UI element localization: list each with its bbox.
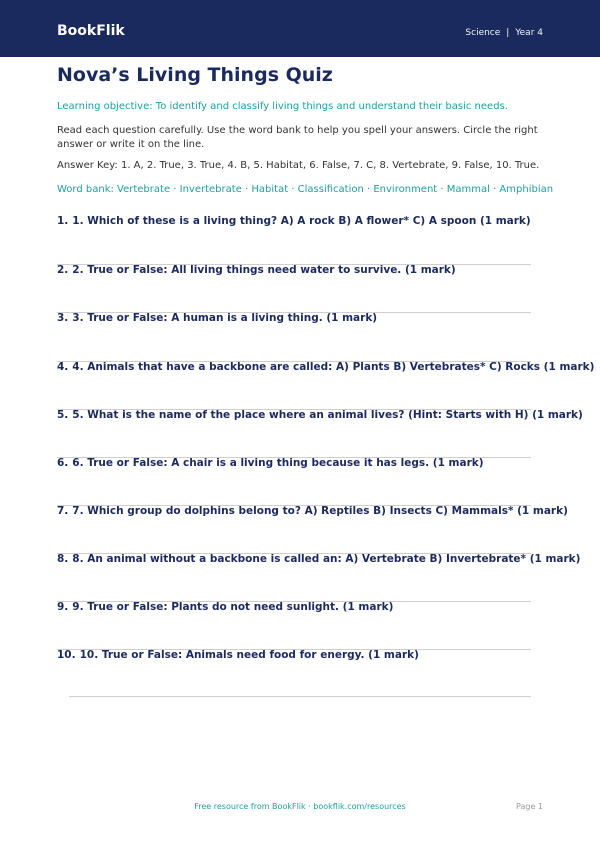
question-9 (57, 600, 393, 614)
question-text: 10. True or False: Animals need food for energy. (1 mark) (79, 649, 419, 661)
answer-line-10[interactable] (69, 696, 531, 697)
question-7 (57, 504, 568, 518)
question-4 (57, 360, 594, 374)
question-number: 8. (57, 553, 69, 565)
question-5 (57, 408, 583, 422)
instructions: Read each question carefully. Use the word bank to help you spell your answers. Circle the right answer or write it on the line. (57, 125, 538, 150)
question-text: 8. An animal without a backbone is called an: A) Vertebrate B) Invertebrate* (1 mark) (72, 553, 581, 565)
page-number: Page 1 (516, 802, 543, 811)
question-number: 2. (57, 264, 69, 276)
question-2 (57, 263, 456, 277)
footer-resource-link[interactable]: Free resource from BookFlik · bookflik.com/resources (194, 802, 406, 811)
question-1 (57, 214, 531, 228)
brand-logo[interactable]: BookFlik (57, 23, 125, 39)
question-number: 10. (57, 649, 76, 661)
question-text: 7. Which group do dolphins belong to? A) Reptiles B) Insects C) Mammals* (1 mark) (72, 505, 568, 517)
question-10 (57, 648, 419, 662)
question-number: 6. (57, 457, 69, 469)
question-number: 4. (57, 361, 69, 373)
page-title: Nova’s Living Things Quiz (57, 64, 333, 86)
learning-objective: Learning objective: To identify and classify living things and understand their basic needs. (57, 101, 508, 112)
question-number: 1. (57, 215, 69, 227)
question-6 (57, 456, 484, 470)
separator: | (506, 28, 510, 38)
year-label: Year 4 (515, 28, 543, 38)
question-text: 5. What is the name of the place where an animal lives? (Hint: Starts with H) (1 mark) (72, 409, 583, 421)
question-number: 5. (57, 409, 69, 421)
question-text: 6. True or False: A chair is a living thing because it has legs. (1 mark) (72, 457, 484, 469)
question-number: 7. (57, 505, 69, 517)
question-text: 4. Animals that have a backbone are called: A) Plants B) Vertebrates* C) Rocks (1 mark) (72, 361, 595, 373)
header-bar (0, 0, 600, 57)
question-3 (57, 311, 377, 325)
subject-label: Science (465, 28, 501, 38)
question-text: 2. True or False: All living things need water to survive. (1 mark) (72, 264, 456, 276)
question-8 (57, 552, 580, 566)
subject-year-label (465, 27, 543, 39)
question-text: 9. True or False: Plants do not need sunlight. (1 mark) (72, 601, 394, 613)
question-text: 1. Which of these is a living thing? A) A rock B) A flower* C) A spoon (1 mark) (72, 215, 531, 227)
question-text: 3. True or False: A human is a living thing. (1 mark) (72, 312, 378, 324)
word-bank: Word bank: Vertebrate · Invertebrate · Habitat · Classification · Environment · Mammal · Amphibian (57, 184, 554, 195)
question-number: 9. (57, 601, 69, 613)
answer-key: Answer Key: 1. A, 2. True, 3. True, 4. B, 5. Habitat, 6. False, 7. C, 8. Vertebrate, 9. False, 10. True. (57, 160, 540, 171)
question-number: 3. (57, 312, 69, 324)
